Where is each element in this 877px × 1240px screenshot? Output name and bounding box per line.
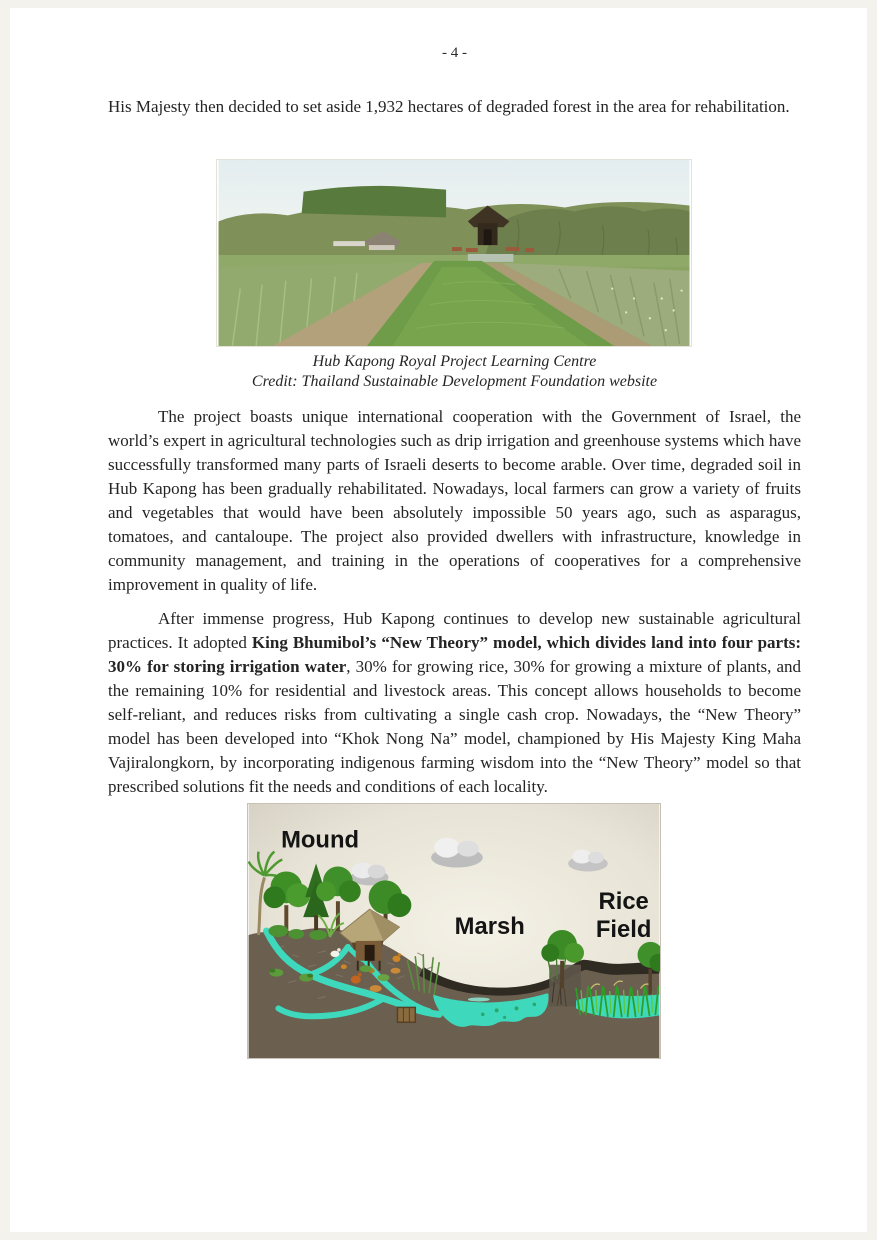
paragraph-project: The project boasts unique international cooperation with the Government of Israel, the world’s expert in agricultural technologies such as drip irrigation and greenhouse systems which have successfully transformed many parts of Israeli deserts to become arable. Over time, degraded soil in Hub Kapong has been gradually rehabilitated. Nowadays, local farmers can grow a variety of fruits and vegetables that would have been absolutely impossible 50 years ago, such as asparagus, tomatoes, and cantaloupe. The project also provided dwellers with infrastructure, knowledge in community management, and training in the operations of cooperatives for a comprehensive improvement in quality of life. xyxy=(108,407,801,594)
paragraph-his-majesty: His Majesty then decided to set aside 1,932 hectares of degraded forest in the area for rehabilitation. xyxy=(108,97,790,116)
document-page xyxy=(10,8,867,1232)
diagram-label-marsh: Marsh xyxy=(454,912,525,940)
photo-caption-title: Hub Kapong Royal Project Learning Centre xyxy=(312,353,597,370)
pond-highlight xyxy=(467,997,489,1001)
diagram-label-field: Field xyxy=(595,915,651,943)
diagram-label-mound: Mound xyxy=(280,826,359,854)
field-photo xyxy=(216,159,692,347)
photo-figure xyxy=(216,159,694,392)
photo-barn-wall xyxy=(368,245,394,250)
khok-nong-na-diagram xyxy=(247,803,661,1059)
sluice-gate xyxy=(397,1007,415,1022)
photo-fence xyxy=(333,241,365,246)
page-number: - 4 - xyxy=(442,45,467,61)
diagram-label-rice: Rice xyxy=(598,888,649,916)
photo-caption-credit: Credit: Thailand Sustainable Development Foundation website xyxy=(251,373,658,390)
paragraph-new-theory: After immense progress, Hub Kapong continues to develop new sustainable agricultural practices. It adopted King Bhumibol’s “New Theory” model, which divides land into four parts: 30% for storing irrigation water, 30% for growing rice, 30% for growing a mixture of plants, and the remaining 10% for residential and livestock areas. This concept allows households to become self-reliant, and reduces risks from cultivating a single cash crop. Nowadays, the “New Theory” model has been developed into “Khok Nong Na” model, championed by His Majesty King Maha Vajiralongkorn, by incorporating indigenous farming wisdom into the “New Theory” model so that prescribed solutions fit the needs and conditions of each locality. xyxy=(108,609,802,796)
photo-caption xyxy=(216,352,694,392)
page-content xyxy=(10,8,867,1059)
photo-pond xyxy=(467,254,513,262)
diagram-figure xyxy=(247,803,663,1059)
photo-bamboo-grove xyxy=(301,186,445,217)
